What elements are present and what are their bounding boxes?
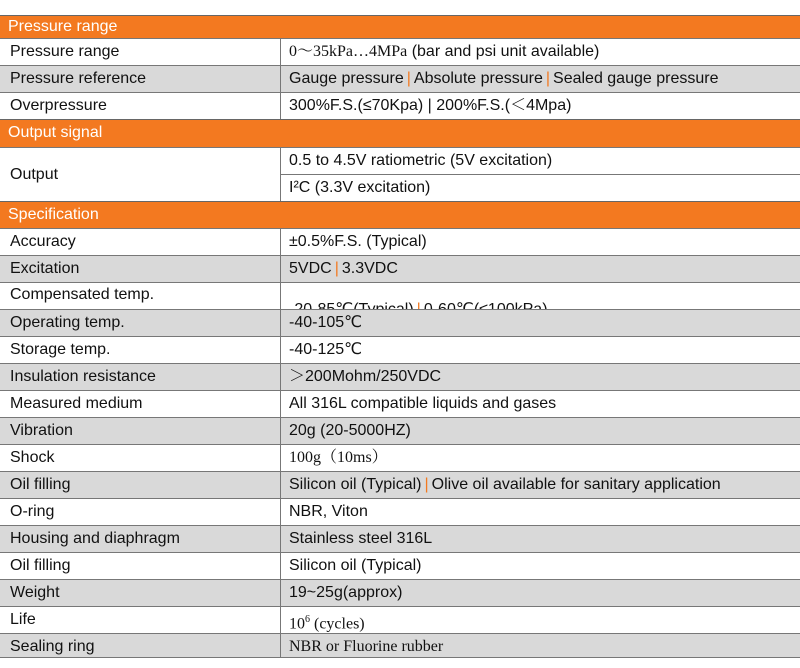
row-value	[281, 66, 800, 92]
oil-b: Olive oil available for sanitary application	[431, 476, 721, 493]
row-value: -40-125℃	[289, 341, 363, 358]
life-unit: (cycles)	[310, 615, 365, 633]
row-excitation	[0, 255, 800, 282]
row-o-ring	[0, 498, 800, 525]
overpressure-b: 200%F.S.(＜4Mpa)	[436, 97, 572, 114]
row-label: Housing and diaphragm	[0, 526, 281, 552]
row-label: Operating temp.	[0, 310, 281, 336]
row-value: 20g (20-5000HZ)	[289, 422, 411, 439]
row-label: Oil filling	[0, 553, 281, 579]
row-housing	[0, 525, 800, 552]
row-overpressure	[0, 92, 800, 119]
row-weight	[0, 579, 800, 606]
separator: |	[406, 70, 411, 87]
reference-sealed: Sealed gauge pressure	[553, 70, 719, 87]
section-header-pressure-range: Pressure range	[0, 15, 800, 38]
row-label: Accuracy	[0, 229, 281, 255]
output-label: Output	[0, 147, 281, 201]
row-value	[281, 93, 800, 119]
row-oil-filling-2	[0, 552, 800, 579]
section-header-specification: Specification	[0, 201, 800, 228]
row-measured-medium	[0, 390, 800, 417]
life-base: 10	[289, 615, 305, 633]
excitation-b: 3.3VDC	[341, 260, 398, 277]
output-value-i2c: I²C (3.3V excitation)	[281, 174, 800, 201]
row-label: Pressure reference	[0, 66, 281, 92]
row-value: All 316L compatible liquids and gases	[289, 395, 557, 412]
row-label: Vibration	[0, 418, 281, 444]
overpressure-separator: |	[427, 97, 432, 114]
excitation-a: 5VDC	[289, 260, 332, 277]
row-label: Insulation resistance	[0, 364, 281, 390]
row-compensated-temp	[0, 282, 800, 309]
separator: |	[424, 476, 429, 493]
row-label: Weight	[0, 580, 281, 606]
row-label: Oil filling	[0, 472, 281, 498]
reference-gauge: Gauge pressure	[289, 70, 404, 87]
row-value: ＞200Mohm/250VDC	[289, 368, 442, 385]
row-label: Shock	[0, 445, 281, 471]
row-value	[281, 39, 800, 65]
row-pressure-reference	[0, 65, 800, 92]
section-header-output-signal: Output signal	[0, 119, 800, 147]
life-exponent: 6	[305, 614, 310, 625]
row-storage-temp	[0, 336, 800, 363]
row-label: Life	[0, 607, 281, 633]
row-value: Silicon oil (Typical)	[289, 557, 422, 574]
row-value: 100g（10ms）	[289, 449, 388, 466]
row-shock	[0, 444, 800, 471]
row-value: -40-105℃	[289, 314, 363, 331]
row-value: NBR or Fluorine rubber	[289, 638, 444, 655]
row-value	[281, 472, 800, 498]
row-label: Compensated temp.	[0, 283, 281, 309]
overpressure-a: 300%F.S.(≤70Kpa)	[289, 97, 424, 114]
row-value: Stainless steel 316L	[289, 530, 433, 547]
row-value	[281, 256, 800, 282]
row-pressure-range	[0, 38, 800, 65]
row-label: Sealing ring	[0, 634, 281, 658]
row-label: Pressure range	[0, 39, 281, 65]
row-sealing-ring	[0, 633, 800, 658]
row-vibration	[0, 417, 800, 444]
separator: |	[545, 70, 551, 87]
row-label: Storage temp.	[0, 337, 281, 363]
row-value: ±0.5%F.S. (Typical)	[289, 233, 427, 250]
row-value: NBR, Viton	[289, 503, 368, 520]
row-oil-filling	[0, 471, 800, 498]
row-value: 19~25g(approx)	[289, 584, 403, 601]
reference-absolute: Absolute pressure	[413, 70, 543, 87]
row-label: Excitation	[0, 256, 281, 282]
separator: |	[334, 260, 339, 277]
row-life	[0, 606, 800, 633]
row-accuracy	[0, 228, 800, 255]
row-operating-temp	[0, 309, 800, 336]
row-value	[281, 283, 800, 309]
row-value	[281, 607, 800, 633]
pressure-range-value: 0～35kPa…4MPa	[289, 43, 408, 60]
row-label: Measured medium	[0, 391, 281, 417]
row-label: Overpressure	[0, 93, 281, 119]
pressure-range-note: (bar and psi unit available)	[411, 43, 600, 60]
row-label: O-ring	[0, 499, 281, 525]
oil-a: Silicon oil (Typical)	[289, 476, 422, 493]
row-insulation	[0, 363, 800, 390]
output-value-analog: 0.5 to 4.5V ratiometric (5V excitation)	[281, 147, 800, 174]
table-bottom-border	[0, 657, 800, 658]
